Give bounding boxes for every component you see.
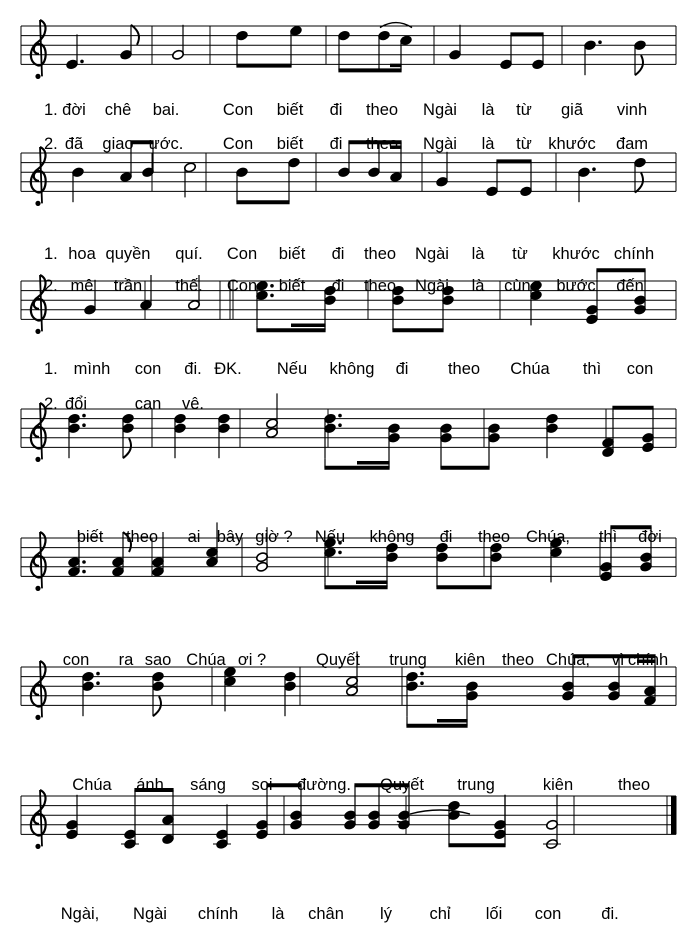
- lyric-syllable: bây: [216, 528, 244, 546]
- note: [602, 413, 615, 458]
- note: [82, 671, 100, 716]
- beam: [338, 65, 401, 70]
- note: [256, 795, 269, 840]
- lyric-syllable: chính: [613, 245, 655, 263]
- lyric-syllable: biết: [276, 101, 304, 119]
- slur: [380, 23, 412, 28]
- lyric-syllable: Ngài,: [60, 905, 100, 923]
- treble-clef-icon: [31, 661, 46, 720]
- lyric-syllable: vê.: [181, 395, 205, 413]
- lyric-syllable: từ: [512, 245, 528, 263]
- lyric-syllable: Chúa,: [545, 651, 591, 669]
- treble-clef-icon: [31, 532, 46, 591]
- lyric-syllable: Chúa,: [525, 528, 571, 546]
- lyric-syllable: con: [626, 360, 654, 378]
- lyric-syllable: chê: [104, 101, 132, 119]
- note: [388, 423, 401, 468]
- lyric-syllable: ánh: [136, 776, 164, 794]
- note: [290, 25, 303, 61]
- lyric-syllable: ước.: [148, 135, 184, 153]
- lyric-syllable: trần: [113, 277, 143, 295]
- note: [236, 30, 249, 66]
- lyric-syllable: theo: [477, 528, 511, 546]
- staff-system: [21, 403, 676, 462]
- lyric-syllable: là: [481, 135, 495, 153]
- lyric-syllable: Ngài: [423, 101, 457, 119]
- lyric-syllable: đam: [615, 135, 649, 153]
- lyric-syllable: chính: [627, 651, 669, 669]
- lyric-syllable: biết: [76, 528, 104, 546]
- beam: [406, 716, 467, 726]
- lyric-syllable: giờ ?: [255, 528, 293, 546]
- lyric-syllable: con: [534, 905, 562, 923]
- lyric-syllable: mình: [73, 360, 111, 378]
- note: [532, 34, 545, 70]
- note: [436, 542, 449, 587]
- lyric-syllable: Con: [226, 245, 258, 263]
- lyric-syllable: theo: [125, 528, 159, 546]
- note: [543, 795, 561, 850]
- lyric-syllable: bước: [556, 277, 596, 295]
- lyric-syllable: thì: [598, 528, 618, 546]
- note: [174, 413, 187, 458]
- note: [368, 785, 381, 830]
- lyric-syllable: quyền: [105, 245, 151, 263]
- lyric-syllable: Ngài: [415, 277, 449, 295]
- note: [546, 413, 559, 458]
- note: [520, 161, 533, 197]
- lyric-syllable: hoa: [68, 245, 96, 263]
- lyric-syllable: sao: [144, 651, 172, 669]
- lyric-syllable: đi: [331, 245, 345, 263]
- lyric-syllable: biết: [276, 135, 304, 153]
- note: [256, 280, 274, 325]
- note: [338, 30, 351, 66]
- lyric-syllable: trung: [457, 776, 495, 794]
- verse-number: 2.: [44, 395, 58, 413]
- lyric-syllable: mê: [70, 277, 94, 295]
- beam: [236, 193, 289, 203]
- lyric-syllable: theo: [363, 245, 397, 263]
- lyric-syllable: can: [134, 395, 162, 413]
- lyric-syllable: đã: [64, 135, 84, 153]
- note: [72, 167, 85, 203]
- beam: [256, 325, 325, 330]
- treble-clef-icon: [31, 20, 46, 79]
- beam: [324, 582, 387, 587]
- lyric-syllable: đổi: [64, 395, 88, 413]
- note: [284, 671, 297, 716]
- lyric-syllable: lối: [485, 905, 503, 923]
- note: [122, 413, 135, 458]
- lyric-syllable: biết: [278, 277, 306, 295]
- lyric-syllable: Nếu: [276, 360, 308, 378]
- lyric-syllable: lý: [380, 905, 392, 923]
- verse-number: 2.: [44, 277, 58, 295]
- lyric-syllable: theo: [363, 277, 397, 295]
- note: [172, 25, 185, 61]
- lyric-syllable: Con: [222, 135, 254, 153]
- lyric-syllable: ai: [187, 528, 201, 546]
- note: [288, 157, 301, 193]
- lyric-syllable: đi: [395, 360, 409, 378]
- note: [486, 161, 499, 197]
- lyric-syllable: kiên: [454, 651, 486, 669]
- lyric-syllable: khước: [548, 135, 596, 153]
- lyric-syllable: theo: [501, 651, 535, 669]
- lyric-syllable: con: [62, 651, 90, 669]
- note: [448, 800, 461, 845]
- lyric-syllable: đường.: [297, 776, 351, 794]
- lyric-syllable: Con: [222, 101, 254, 119]
- beam: [612, 408, 653, 413]
- lyric-syllable: đời: [638, 528, 662, 546]
- note: [406, 671, 424, 716]
- lyric-syllable: biết: [278, 245, 306, 263]
- note: [162, 790, 175, 845]
- note: [68, 413, 86, 458]
- lyric-syllable: con: [134, 360, 162, 378]
- lyric-syllable: từ: [516, 101, 532, 119]
- note: [236, 167, 249, 203]
- lyric-syllable: kiên: [542, 776, 574, 794]
- lyric-syllable: ơi ?: [237, 651, 267, 669]
- lyric-syllable: giao: [102, 135, 134, 153]
- lyric-syllable: đi: [329, 101, 343, 119]
- lyric-syllable: vì: [611, 651, 625, 669]
- verse-number: 1.: [44, 360, 58, 378]
- note: [184, 162, 197, 198]
- note: [386, 542, 399, 587]
- lyric-syllable: đi: [439, 528, 453, 546]
- verse-number: 1.: [44, 245, 58, 263]
- note: [500, 34, 513, 70]
- note: [449, 25, 462, 61]
- lyric-syllable: khước: [552, 245, 600, 263]
- verse-number: 1.: [44, 101, 58, 119]
- lyric-syllable: quí.: [175, 245, 203, 263]
- note: [440, 423, 453, 468]
- lyric-syllable: Chúa: [72, 776, 112, 794]
- lyric-syllable: là: [471, 245, 485, 263]
- lyric-syllable: không: [329, 360, 375, 378]
- beam: [236, 61, 291, 66]
- lyric-syllable: đời: [62, 101, 86, 119]
- treble-clef-icon: [31, 790, 46, 849]
- lyric-syllable: Chúa: [186, 651, 226, 669]
- note: [213, 804, 231, 849]
- note: [218, 413, 231, 458]
- lyric-syllable: đến: [616, 277, 644, 295]
- note: [488, 423, 501, 468]
- lyric-syllable: đi.: [184, 360, 202, 378]
- lyric-syllable: sáng: [190, 776, 226, 794]
- lyric-syllable: chân: [308, 905, 344, 923]
- lyric-syllable: theo: [365, 101, 399, 119]
- lyric-syllable: đi: [329, 135, 343, 153]
- note: [121, 804, 139, 849]
- note: [490, 542, 503, 587]
- verse-number: 2.: [44, 135, 58, 153]
- lyric-syllable: là: [481, 101, 495, 119]
- note: [634, 157, 647, 193]
- lyric-syllable: chính: [197, 905, 239, 923]
- lyric-syllable: Ngài: [133, 905, 167, 923]
- lyric-syllable: cùng: [504, 277, 540, 295]
- lyric-syllable: thì: [582, 360, 602, 378]
- treble-clef-icon: [31, 147, 46, 206]
- lyric-syllable: thế.: [175, 277, 203, 295]
- lyric-syllable: ra: [118, 651, 134, 669]
- lyric-syllable: theo: [447, 360, 481, 378]
- lyric-syllable: Ngài: [415, 245, 449, 263]
- lyric-syllable: đi: [331, 277, 345, 295]
- lyric-syllable: Quyết: [379, 776, 425, 794]
- lyric-syllable: là: [271, 905, 285, 923]
- lyric-syllable: là: [471, 277, 485, 295]
- lyric-syllable: giã: [560, 101, 584, 119]
- lyric-syllable: Nếu: [314, 528, 346, 546]
- lyric-syllable: theo: [365, 135, 399, 153]
- beam: [324, 458, 389, 468]
- note: [642, 408, 655, 453]
- lyric-syllable: theo: [617, 776, 651, 794]
- lyric-syllable: trung: [389, 651, 427, 669]
- lyric-syllable: Con: [226, 277, 258, 295]
- lyric-syllable: đi.: [601, 905, 619, 923]
- lyric-syllable: Quyết: [315, 651, 361, 669]
- note: [152, 671, 165, 716]
- note: [634, 40, 647, 76]
- lyric-syllable: từ: [516, 135, 532, 153]
- note: [224, 666, 237, 711]
- note: [266, 393, 279, 438]
- note: [66, 795, 79, 840]
- lyric-syllable: Chúa: [510, 360, 550, 378]
- lyric-syllable: Ngài: [423, 135, 457, 153]
- lyric-syllable: bai.: [152, 101, 180, 119]
- lyric-syllable: vinh: [616, 101, 648, 119]
- note: [324, 413, 342, 458]
- lyric-syllable: không: [369, 528, 415, 546]
- note: [466, 681, 479, 726]
- note: [378, 30, 391, 66]
- lyric-syllable: soi: [251, 776, 273, 794]
- lyric-syllable: ĐK.: [214, 360, 242, 378]
- note: [436, 152, 449, 188]
- lyric-syllable: chỉ: [429, 905, 451, 923]
